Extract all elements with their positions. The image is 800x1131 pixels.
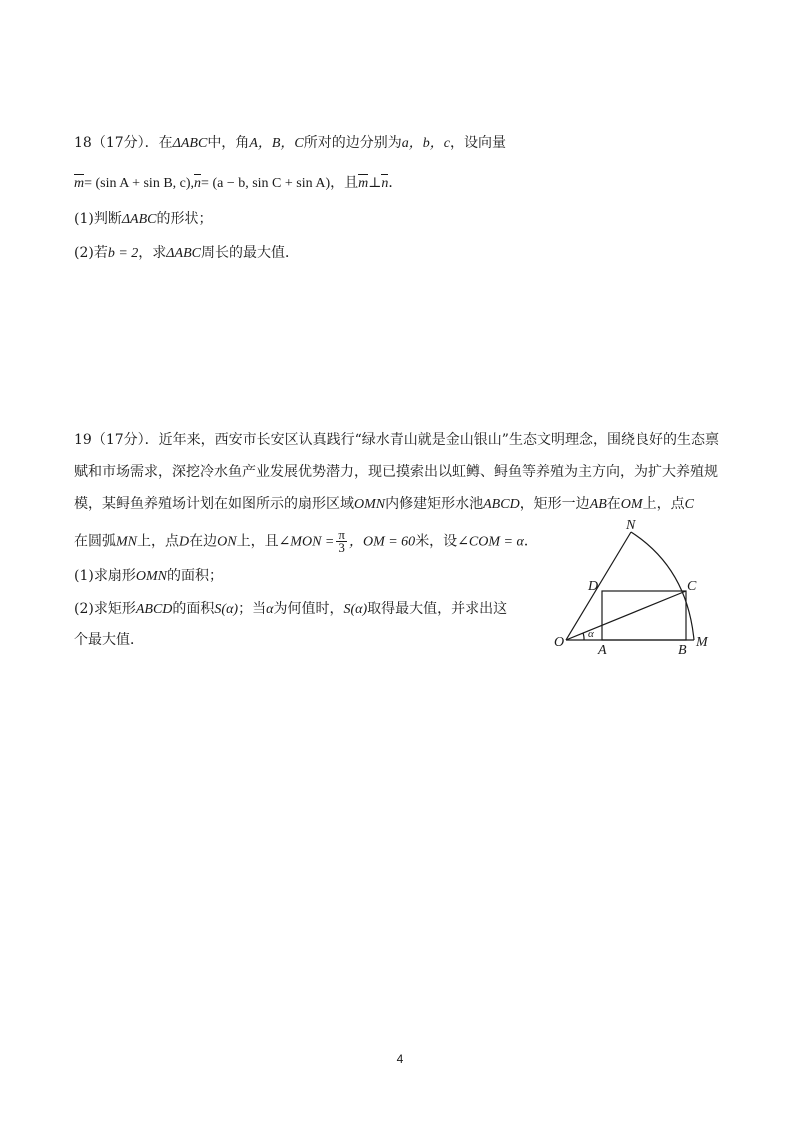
frac-den: 3 bbox=[338, 540, 345, 555]
q18-n-def: = (a − b, sin C + sin A) bbox=[201, 176, 331, 191]
q18-sides: a，b，c bbox=[401, 136, 450, 151]
q18-text: 中，角 bbox=[207, 135, 250, 151]
q19-text: ；当 bbox=[238, 601, 267, 617]
q19-abcd: ABCD bbox=[135, 602, 173, 617]
q19-part1-label: (1)求扇形 bbox=[74, 568, 136, 584]
q19-ab: AB bbox=[589, 497, 607, 512]
label-d: D bbox=[588, 579, 599, 594]
angle-alpha-arc bbox=[583, 633, 584, 640]
sector-figure bbox=[552, 518, 722, 658]
q18-part2 bbox=[74, 243, 299, 264]
q19-om-len: ，OM = 60 bbox=[348, 534, 416, 550]
q19-line4 bbox=[74, 529, 538, 554]
perp-symbol: ⊥ bbox=[368, 176, 382, 191]
q18-part1 bbox=[74, 209, 213, 230]
q19-text: 为何值时， bbox=[273, 601, 344, 617]
fraction-pi-over-3 bbox=[336, 529, 347, 554]
q19-text: ，矩形一边 bbox=[519, 496, 590, 512]
label-alpha: α bbox=[588, 628, 594, 640]
segment-on bbox=[566, 532, 631, 640]
q19-mn: MN bbox=[116, 534, 137, 550]
q18-text: 周长的最大值． bbox=[200, 245, 299, 261]
q19-text: 上，点 bbox=[642, 496, 685, 512]
q18-part1-label: (1)判断 bbox=[74, 211, 122, 227]
q18-text: 所对的边分别为 bbox=[303, 135, 402, 151]
q19-part2-cont bbox=[74, 630, 144, 650]
q19-text: 在边 bbox=[189, 533, 218, 550]
q19-text: 的面积； bbox=[166, 568, 223, 584]
q19-omn: OMN bbox=[354, 497, 386, 512]
arc-mn bbox=[631, 532, 694, 640]
label-b: B bbox=[678, 643, 687, 658]
q19-text: ．近年来，西安市长安区认真践行“绿水青山就是金山银山”生态文明理念，围绕良好的生态禀 bbox=[144, 432, 719, 448]
q19-c: C bbox=[684, 497, 694, 512]
label-m: M bbox=[696, 635, 708, 650]
q19-text: 上，点 bbox=[137, 533, 179, 550]
q19-angle-mon: ∠MON = bbox=[278, 534, 335, 550]
q19-d: D bbox=[179, 534, 190, 550]
vector-n: n bbox=[194, 174, 201, 194]
q19-part2 bbox=[74, 599, 507, 620]
label-n: N bbox=[626, 518, 636, 533]
segment-oc bbox=[566, 591, 686, 640]
q19-text: 赋和市场需求，深挖冷水鱼产业发展优势潜力，现已摸索出以虹鳟、鲟鱼等养殖为主方向，为扩大养殖规 bbox=[74, 464, 718, 480]
q19-alpha: α bbox=[266, 602, 274, 617]
q19-om: OM bbox=[620, 497, 643, 512]
q19-text: 在 bbox=[606, 496, 621, 512]
q19-part1 bbox=[74, 566, 223, 587]
q19-text: 个最大值． bbox=[74, 632, 144, 648]
q19-s-alpha: S(α) bbox=[214, 602, 239, 617]
q18-m-def: = (sin A + sin B, c), bbox=[84, 176, 195, 191]
page-number: 4 bbox=[396, 1052, 404, 1066]
q19-line2 bbox=[74, 462, 718, 482]
q18-triangle: ΔABC bbox=[166, 246, 201, 261]
q18-text: ． bbox=[388, 175, 403, 191]
label-o: O bbox=[554, 635, 565, 650]
q19-abcd: ABCD bbox=[483, 497, 520, 512]
q18-line1 bbox=[74, 133, 506, 154]
q19-text: 内修建矩形水池 bbox=[385, 496, 484, 512]
q19-s-alpha: S(α) bbox=[343, 602, 368, 617]
q19-header: 19（17分） bbox=[74, 432, 145, 448]
q19-omn: OMN bbox=[135, 569, 167, 584]
q19-line3 bbox=[74, 494, 694, 515]
q19-text: ． bbox=[523, 533, 538, 550]
q18-header: 18（17分） bbox=[74, 135, 145, 151]
q18-text: 的形状； bbox=[156, 211, 213, 227]
q19-text: 上，且 bbox=[236, 533, 279, 550]
q19-text: 在圆弧 bbox=[74, 533, 116, 550]
q19-part2-label: (2)求矩形 bbox=[74, 601, 136, 617]
q19-text: 的面积 bbox=[172, 601, 215, 617]
q19-on: ON bbox=[217, 534, 237, 550]
frac-num: π bbox=[338, 527, 345, 542]
q18-cond: b = 2 bbox=[107, 246, 139, 261]
q18-text: ，且 bbox=[330, 175, 359, 191]
q18-text: ，设向量 bbox=[449, 135, 506, 151]
q18-text: ，求 bbox=[138, 245, 167, 261]
q19-text: 模，某鲟鱼养殖场计划在如图所示的扇形区域 bbox=[74, 496, 354, 512]
q18-triangle: ΔABC bbox=[121, 212, 157, 227]
q18-text: ．在 bbox=[144, 135, 173, 151]
label-c: C bbox=[687, 579, 697, 594]
q19-text: 取得最大值，并求出这 bbox=[367, 601, 508, 617]
vector-m: m bbox=[74, 174, 84, 194]
q18-part2-label: (2)若 bbox=[74, 245, 108, 261]
rectangle-abcd bbox=[602, 591, 686, 640]
q18-angles: A，B，C bbox=[249, 136, 304, 151]
q18-line2 bbox=[74, 173, 402, 194]
q19-line1 bbox=[74, 430, 719, 450]
q19-text: 米，设 bbox=[415, 533, 458, 550]
label-a: A bbox=[598, 643, 607, 658]
vector-n: n bbox=[381, 174, 388, 194]
vector-m: m bbox=[358, 174, 368, 194]
q18-triangle: ΔABC bbox=[172, 136, 208, 151]
q19-angle-com: ∠COM = α bbox=[457, 534, 524, 550]
